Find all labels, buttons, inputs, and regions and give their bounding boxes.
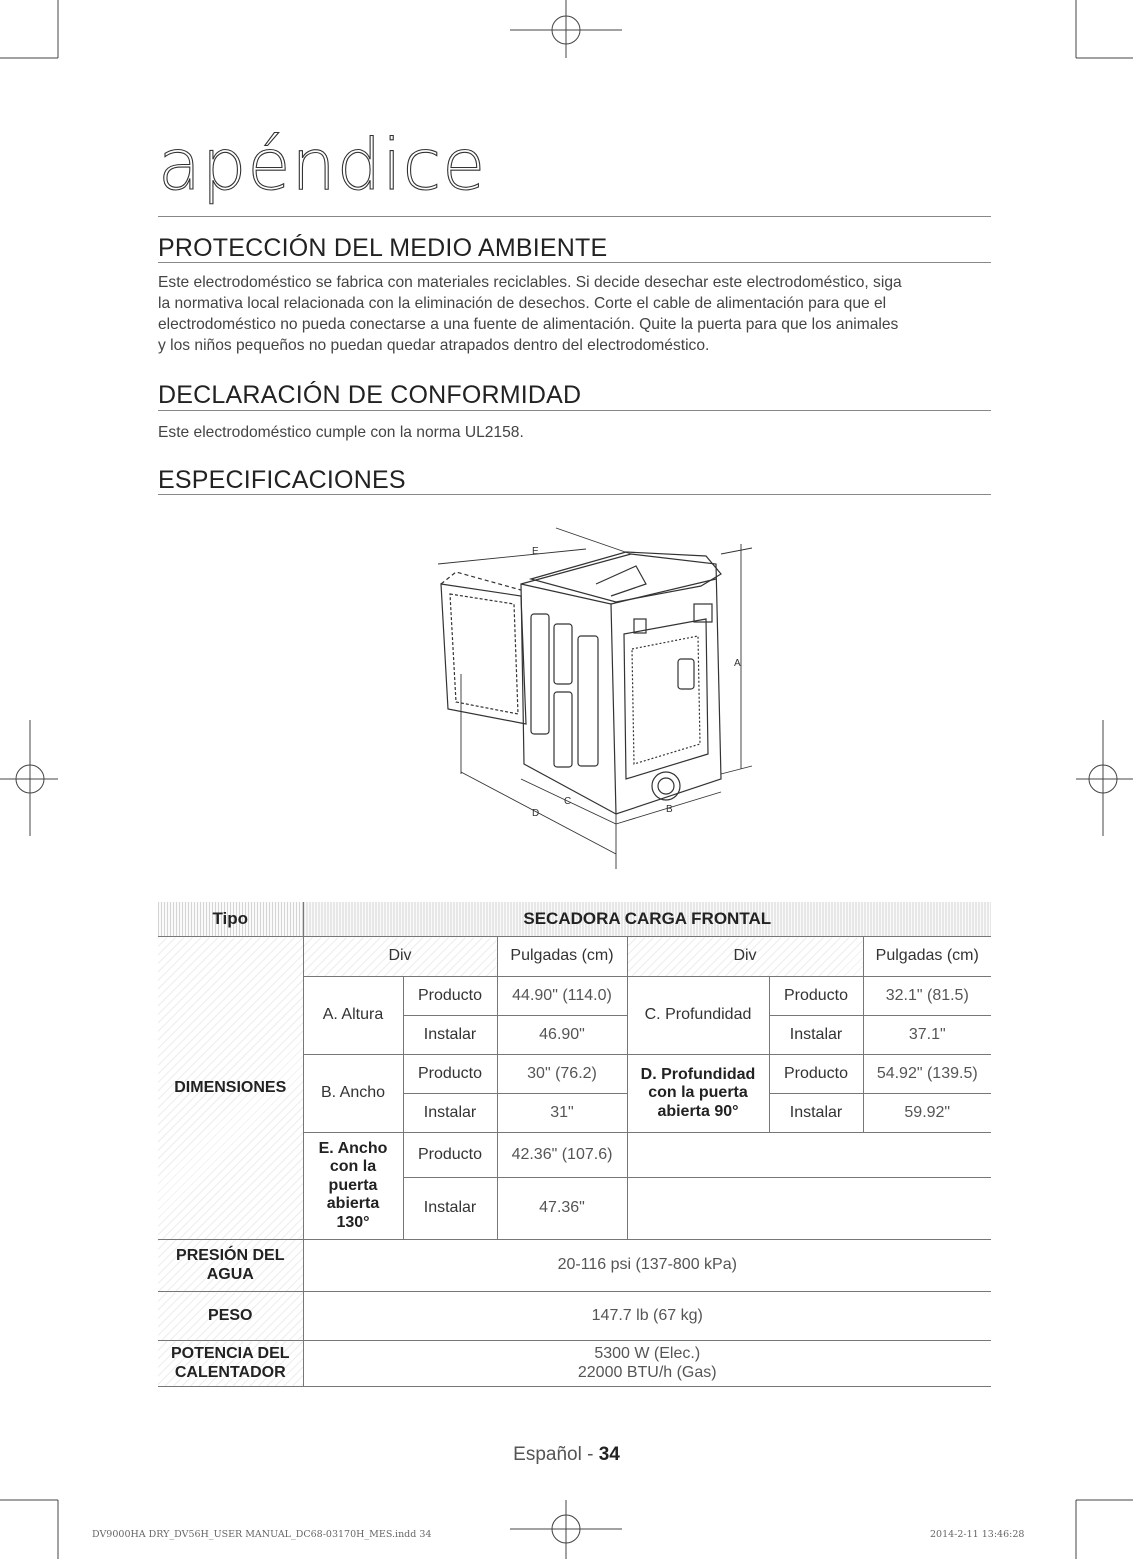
heater-power-elec: 5300 W (Elec.): [594, 1345, 701, 1363]
height-install-value: 46.90": [497, 1016, 627, 1055]
specifications-table: [158, 902, 991, 1387]
height-product-value: 44.90" (114.0): [497, 977, 627, 1016]
dimension-label-d: D: [532, 808, 540, 819]
environment-line: y los niños pequeños no puedan quedar atrapados dentro del electrodoméstico.: [158, 337, 710, 354]
weight-value: 147.7 lb (67 kg): [303, 1292, 991, 1341]
environment-line: Este electrodoméstico se fabrica con materiales reciclables. Si decide desechar este electrodoméstico, siga: [158, 274, 902, 291]
product-label: Producto: [403, 1055, 497, 1094]
depth-open-label: D. Profundidad con la puerta abierta 90°: [627, 1055, 769, 1133]
dimensions-label: DIMENSIONES: [158, 937, 303, 1240]
type-header: Tipo: [158, 902, 303, 937]
depth-open-product-value: 54.92" (139.5): [863, 1055, 991, 1094]
weight-label: PESO: [158, 1292, 303, 1341]
page-language-label: Español -: [513, 1444, 599, 1465]
column-header-div: Div: [303, 937, 497, 977]
environment-heading: PROTECCIÓN DEL MEDIO AMBIENTE: [158, 234, 608, 262]
environment-line: la normativa local relacionada con la eliminación de desechos. Corte el cable de alimentación para que el: [158, 295, 887, 312]
width-install-value: 31": [497, 1094, 627, 1133]
page-number: [0, 1444, 1133, 1466]
page-number-value: 34: [598, 1444, 620, 1465]
dimension-label-a: A: [734, 658, 741, 669]
heater-power-gas: 22000 BTU/h (Gas): [577, 1363, 717, 1381]
column-header-units: Pulgadas (cm): [497, 937, 627, 977]
conformity-text: Este electrodoméstico cumple con la norma UL2158.: [158, 424, 524, 441]
product-label: Producto: [769, 977, 863, 1016]
conformity-heading: DECLARACIÓN DE CONFORMIDAD: [158, 381, 582, 409]
dimension-label-e: E: [532, 546, 539, 557]
product-label: Producto: [403, 1133, 497, 1178]
column-header-div: Div: [627, 937, 863, 977]
environment-line: electrodoméstico no pueda conectarse a una fuente de alimentación. Quite la puerta para que los animales: [158, 316, 899, 333]
install-label: Instalar: [403, 1178, 497, 1240]
width-product-value: 30" (76.2): [497, 1055, 627, 1094]
column-header-units: Pulgadas (cm): [863, 937, 991, 977]
depth-product-value: 32.1" (81.5): [863, 977, 991, 1016]
product-label: Producto: [769, 1055, 863, 1094]
install-label: Instalar: [769, 1016, 863, 1055]
conformity-rule: [158, 410, 991, 411]
environment-rule: [158, 262, 991, 263]
width-open-label: E. Ancho con la puerta abierta 130°: [303, 1133, 403, 1240]
heater-power-value: [303, 1341, 991, 1387]
file-name: DV9000HA DRY_DV56H_USER MANUAL_DC68-03170H_MES.indd 34: [92, 1529, 432, 1540]
environment-paragraph: [158, 272, 998, 356]
water-pressure-value: 20-116 psi (137-800 kPa): [303, 1240, 991, 1292]
print-date: 2014-2-11 13:46:28: [930, 1529, 1025, 1540]
width-open-install-value: 47.36": [497, 1178, 627, 1240]
empty-cell: [627, 1133, 991, 1178]
dryer-dimension-diagram: [436, 524, 756, 869]
page-title: apéndice: [158, 124, 487, 206]
dimension-label-c: C: [564, 796, 572, 807]
depth-label: C. Profundidad: [627, 977, 769, 1055]
height-label: A. Altura: [303, 977, 403, 1055]
specs-heading: ESPECIFICACIONES: [158, 466, 406, 494]
install-label: Instalar: [403, 1094, 497, 1133]
type-value: SECADORA CARGA FRONTAL: [303, 902, 991, 937]
heater-power-label: POTENCIA DEL CALENTADOR: [158, 1341, 303, 1387]
width-label: B. Ancho: [303, 1055, 403, 1133]
dimension-label-b: B: [666, 804, 673, 815]
width-open-product-value: 42.36" (107.6): [497, 1133, 627, 1178]
specs-rule: [158, 494, 991, 495]
title-rule: [158, 216, 991, 217]
depth-open-install-value: 59.92": [863, 1094, 991, 1133]
depth-install-value: 37.1": [863, 1016, 991, 1055]
install-label: Instalar: [403, 1016, 497, 1055]
product-label: Producto: [403, 977, 497, 1016]
empty-cell: [627, 1178, 991, 1240]
install-label: Instalar: [769, 1094, 863, 1133]
water-pressure-label: PRESIÓN DEL AGUA: [158, 1240, 303, 1292]
